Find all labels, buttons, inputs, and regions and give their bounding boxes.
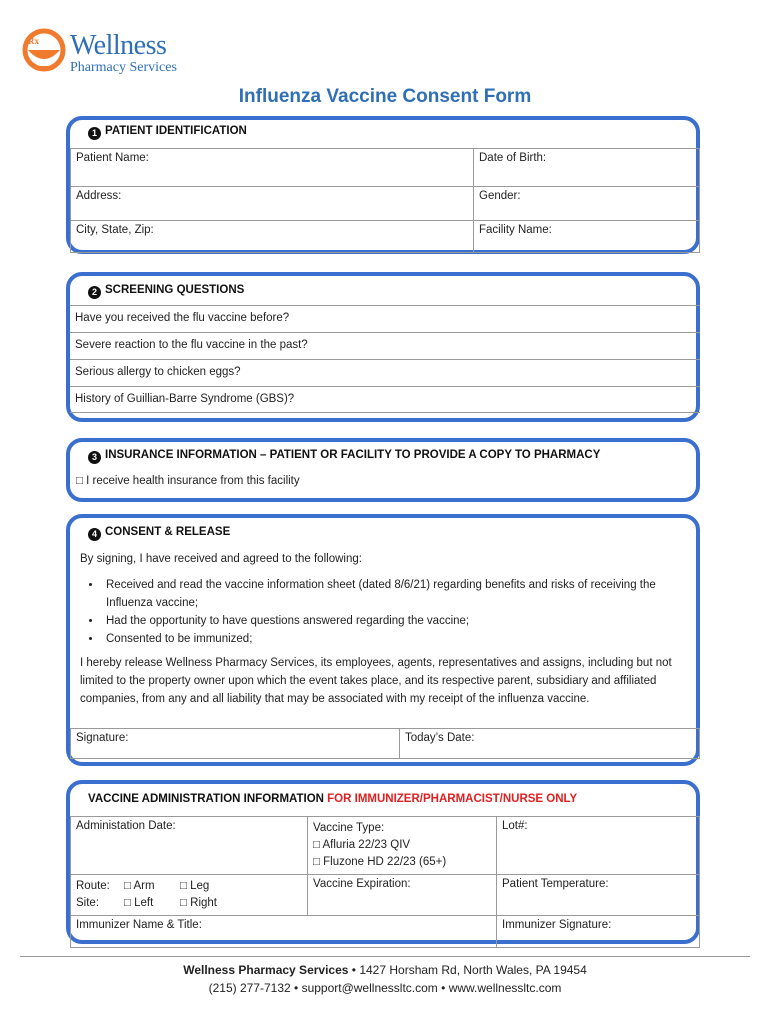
signature-table	[70, 728, 700, 759]
rx-symbol: Rx	[28, 36, 39, 46]
release-paragraph: I hereby release Wellness Pharmacy Services, its employees, agents, representatives and assigns, including but not limited to the property owner upon which the event takes place, and its respective parent, subsidiary and affiliated companies, from any and all liability that may be associated with my receipt of the influenza vaccine.	[80, 657, 672, 705]
immunizer-signature-field[interactable]: Immunizer Signature:	[497, 916, 700, 948]
logo-name: Wellness	[70, 30, 167, 61]
section-number-icon: 4	[88, 528, 101, 541]
administration-table	[70, 816, 700, 948]
todays-date-field[interactable]: Today’s Date:	[400, 729, 700, 759]
signature-field[interactable]: Signature:	[71, 729, 400, 759]
gender-field[interactable]: Gender:	[474, 187, 700, 221]
city-state-zip-field[interactable]: City, State, Zip:	[71, 221, 474, 253]
mortar-pestle-logo-icon	[22, 26, 68, 76]
screening-question-list	[70, 305, 700, 413]
consent-bullet: • Received and read the vaccine information sheet (dated 8/6/21) regarding benefits and risks of receiving the Influenza vaccine;	[102, 576, 692, 612]
footer-line-1: Wellness Pharmacy Services • 1427 Horsham Rd, North Wales, PA 19454	[183, 963, 587, 977]
fluzone-checkbox[interactable]: □ Fluzone HD 22/23 (65+)	[313, 856, 447, 868]
insurance-checkbox[interactable]: □ I receive health insurance from this facility	[76, 475, 300, 487]
footer-address: 1427 Horsham Rd, North Wales, PA 19454	[359, 963, 587, 977]
section-heading: 1 PATIENT IDENTIFICATION	[88, 125, 247, 140]
section-heading: 3 INSURANCE INFORMATION – PATIENT OR FACILITY TO PROVIDE A COPY TO PHARMACY	[88, 449, 600, 464]
section-number-icon: 2	[88, 286, 101, 299]
section-heading: 2 SCREENING QUESTIONS	[88, 284, 244, 299]
dob-field[interactable]: Date of Birth:	[474, 149, 700, 187]
footer-divider	[20, 956, 750, 957]
route-site-field[interactable]: Route: □ Arm □ Leg Site: □ Left □ Right	[71, 875, 308, 916]
administration-date-field[interactable]: Administation Date:	[71, 817, 308, 875]
consent-text	[80, 550, 692, 708]
section-heading: 4 CONSENT & RELEASE	[88, 526, 230, 541]
page-title: Influenza Vaccine Consent Form	[238, 86, 532, 107]
footer-line-2: (215) 277-7132 • support@wellnessltc.com • www.wellnessltc.com	[208, 981, 562, 995]
vaccine-expiration-field[interactable]: Vaccine Expiration:	[308, 875, 497, 916]
site-right-checkbox[interactable]: □ Right	[180, 897, 217, 909]
vaccine-type-field[interactable]: Vaccine Type: □ Afluria 22/23 QIV □ Fluzone HD 22/23 (65+)	[308, 817, 497, 875]
logo-subtitle: Pharmacy Services	[70, 60, 177, 75]
footer-company: Wellness Pharmacy Services	[183, 963, 349, 977]
screening-question[interactable]: History of Guillian-Barre Syndrome (GBS)?	[70, 386, 700, 413]
afluria-checkbox[interactable]: □ Afluria 22/23 QIV	[313, 839, 411, 851]
consent-bullet: • Consented to be immunized;	[102, 630, 692, 648]
patient-name-field[interactable]: Patient Name:	[71, 149, 474, 187]
consent-bullet: • Had the opportunity to have questions answered regarding the vaccine;	[102, 612, 692, 630]
route-leg-checkbox[interactable]: □ Leg	[180, 880, 210, 892]
patient-info-table	[70, 148, 700, 253]
section-heading: VACCINE ADMINISTRATION INFORMATION FOR IMMUNIZER/PHARMACIST/NURSE ONLY	[88, 793, 578, 805]
address-field[interactable]: Address:	[71, 187, 474, 221]
staff-only-notice: FOR IMMUNIZER/PHARMACIST/NURSE ONLY	[327, 793, 578, 805]
section-number-icon: 3	[88, 451, 101, 464]
section-number-icon: 1	[88, 127, 101, 140]
company-logo	[22, 26, 222, 82]
screening-question[interactable]: Serious allergy to chicken eggs?	[70, 359, 700, 386]
screening-question[interactable]: Severe reaction to the flu vaccine in the past?	[70, 332, 700, 359]
site-left-checkbox[interactable]: □ Left	[124, 897, 154, 909]
footer-website[interactable]: www.wellnessltc.com	[448, 981, 562, 995]
footer-phone: (215) 277-7132	[208, 981, 291, 995]
footer-email[interactable]: support@wellnessltc.com	[301, 981, 438, 995]
immunizer-name-field[interactable]: Immunizer Name & Title:	[71, 916, 497, 948]
route-arm-checkbox[interactable]: □ Arm	[124, 880, 155, 892]
patient-temperature-field[interactable]: Patient Temperature:	[497, 875, 700, 916]
lot-number-field[interactable]: Lot#:	[497, 817, 700, 875]
screening-question[interactable]: Have you received the flu vaccine before?	[70, 305, 700, 332]
facility-name-field[interactable]: Facility Name:	[474, 221, 700, 253]
consent-intro: By signing, I have received and agreed to the following:	[80, 553, 362, 565]
insurance-section	[66, 438, 700, 502]
consent-bullets	[80, 576, 692, 648]
